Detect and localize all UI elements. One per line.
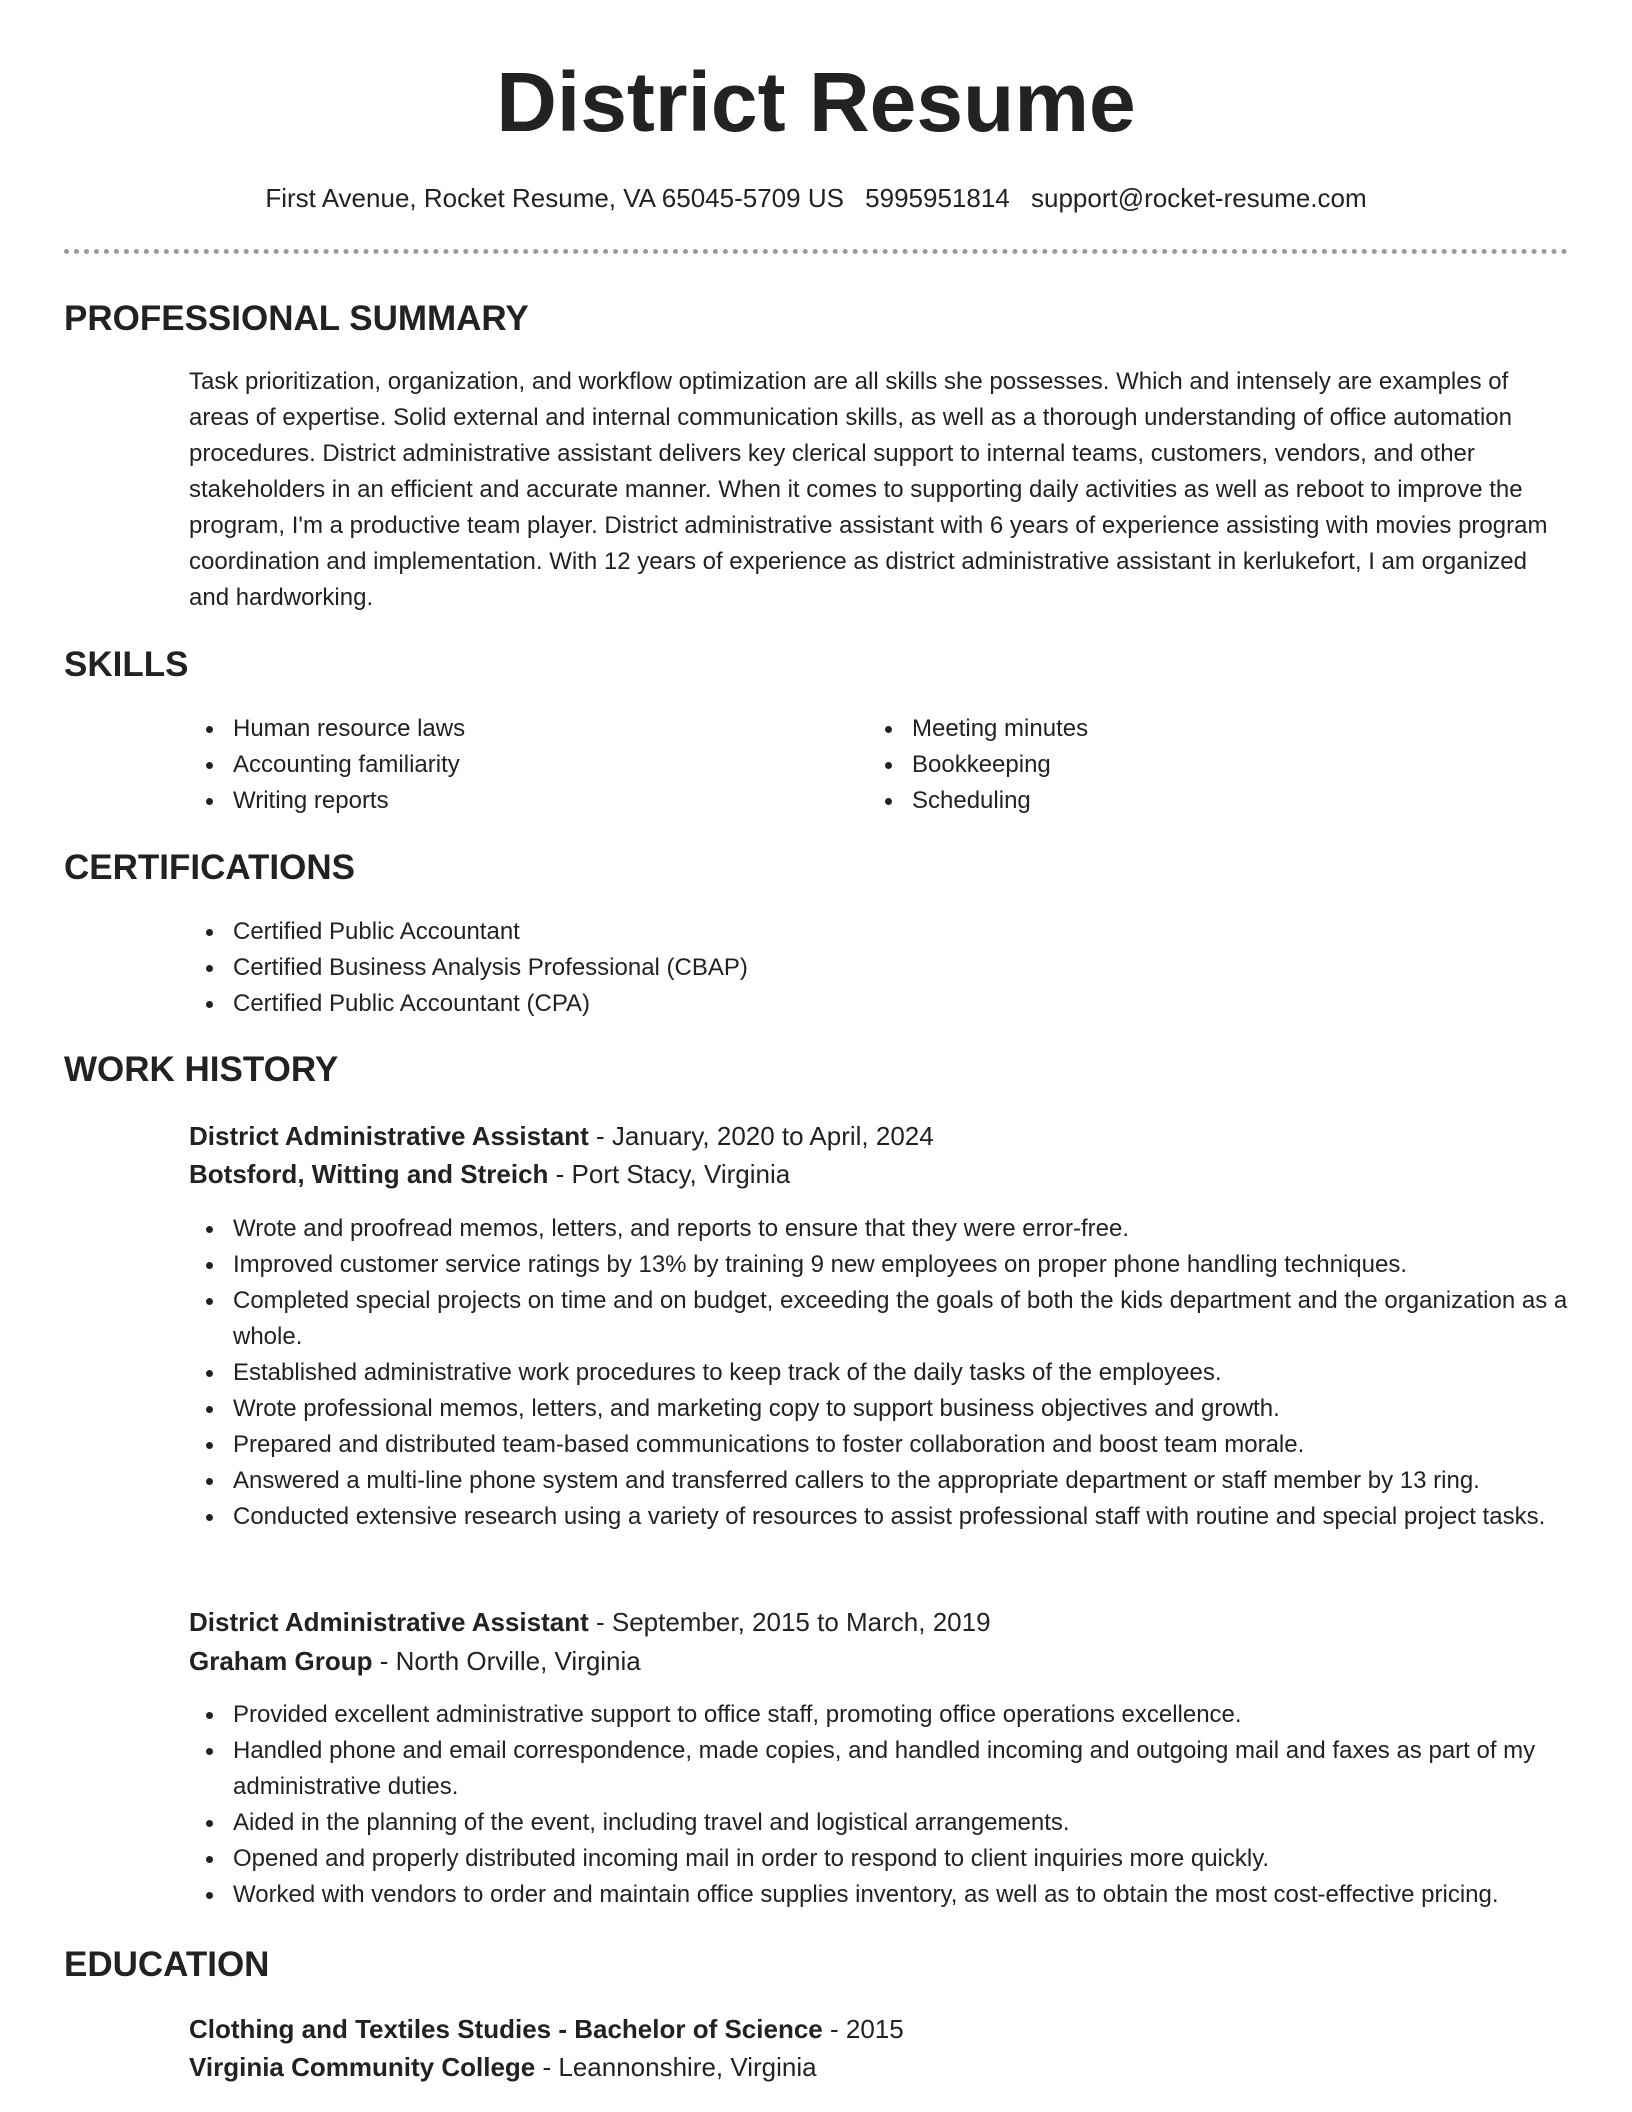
skill-item: Writing reports <box>189 783 829 819</box>
job-duty: Wrote and proofread memos, letters, and reports to ensure that they were error-free. <box>189 1211 1569 1247</box>
job-duties-list <box>189 1211 1569 1535</box>
job-title-line <box>189 1603 991 1641</box>
job-duty: Completed special projects on time and on budget, exceeding the goals of both the kids department and the organization as a whole. <box>189 1283 1569 1355</box>
certification-item: Certified Business Analysis Professional (CBAP) <box>189 950 1569 986</box>
contact-line <box>0 180 1632 216</box>
job-dates: - January, 2020 to April, 2024 <box>588 1121 934 1151</box>
skill-item: Human resource laws <box>189 711 829 747</box>
education-heading: EDUCATION <box>64 1945 270 1984</box>
summary-heading: PROFESSIONAL SUMMARY <box>64 299 529 338</box>
skill-item: Meeting minutes <box>868 711 1508 747</box>
education-degree: Clothing and Textiles Studies - Bachelor of Science <box>189 2014 823 2044</box>
job-duty: Established administrative work procedures to keep track of the daily tasks of the employees. <box>189 1355 1569 1391</box>
job-role: District Administrative Assistant <box>189 1121 589 1151</box>
skills-list-right <box>868 711 1508 819</box>
job-dates: - September, 2015 to March, 2019 <box>588 1607 991 1637</box>
job-duty: Aided in the planning of the event, including travel and logistical arrangements. <box>189 1805 1569 1841</box>
skill-item: Accounting familiarity <box>189 747 829 783</box>
job-company-line <box>189 1155 790 1193</box>
skills-list-left <box>189 711 829 819</box>
education-year: - 2015 <box>822 2014 904 2044</box>
work-history-heading: WORK HISTORY <box>64 1050 339 1089</box>
job-duty: Improved customer service ratings by 13% by training 9 new employees on proper phone handling techniques. <box>189 1247 1569 1283</box>
summary-text: Task prioritization, organization, and workflow optimization are all skills she possesses. Which and intensely are examples of areas of expertise. Solid external and internal communication skills, as well as a thorough understanding of office automation procedures. District administrative assistant delivers key clerical support to internal teams, customers, vendors, and other stakeholders in an efficient and accurate manner. When it comes to supporting daily activities as well as reboot to improve the program, I'm a productive team player. District administrative assistant with 6 years of experience assisting with movies program coordination and implementation. With 12 years of experience as district administrative assistant in kerlukefort, I am organized and hardworking. <box>189 368 1548 611</box>
skills-heading: SKILLS <box>64 645 189 684</box>
job-company: Graham Group <box>189 1646 373 1676</box>
education-school: Virginia Community College <box>189 2052 536 2082</box>
certification-item: Certified Public Accountant <box>189 914 1569 950</box>
contact-address: First Avenue, Rocket Resume, VA 65045-5709 US <box>265 183 844 213</box>
job-duty: Wrote professional memos, letters, and marketing copy to support business objectives and growth. <box>189 1391 1569 1427</box>
skill-item: Scheduling <box>868 783 1508 819</box>
skill-item: Bookkeeping <box>868 747 1508 783</box>
certifications-list <box>189 914 1569 1022</box>
certification-item: Certified Public Accountant (CPA) <box>189 986 1569 1022</box>
job-location: - Port Stacy, Virginia <box>548 1159 791 1189</box>
job-location: - North Orville, Virginia <box>372 1646 641 1676</box>
job-duties-list <box>189 1697 1569 1913</box>
job-duty: Handled phone and email correspondence, made copies, and handled incoming and outgoing mail and faxes as part of my administrative duties. <box>189 1733 1569 1805</box>
job-duty: Opened and properly distributed incoming mail in order to respond to client inquiries more quickly. <box>189 1841 1569 1877</box>
education-location: - Leannonshire, Virginia <box>535 2052 817 2082</box>
job-duty: Prepared and distributed team-based communications to foster collaboration and boost team morale. <box>189 1427 1569 1463</box>
certifications-heading: CERTIFICATIONS <box>64 848 356 887</box>
education-degree-line <box>189 2010 904 2048</box>
job-duty: Provided excellent administrative support to office staff, promoting office operations excellence. <box>189 1697 1569 1733</box>
job-duty: Answered a multi-line phone system and transferred callers to the appropriate department or staff member by 13 ring. <box>189 1463 1569 1499</box>
education-school-line <box>189 2048 817 2086</box>
job-duty: Worked with vendors to order and maintain office supplies inventory, as well as to obtain the most cost-effective pricing. <box>189 1877 1569 1913</box>
job-company: Botsford, Witting and Streich <box>189 1159 549 1189</box>
job-duty: Conducted extensive research using a variety of resources to assist professional staff with routine and special project tasks. <box>189 1499 1569 1535</box>
job-title-line <box>189 1117 934 1155</box>
resume-name: District Resume <box>496 55 1136 149</box>
job-role: District Administrative Assistant <box>189 1607 589 1637</box>
contact-phone: 5995951814 <box>865 183 1010 213</box>
header-divider <box>64 249 1568 254</box>
job-company-line <box>189 1642 641 1680</box>
contact-email: support@rocket-resume.com <box>1031 183 1367 213</box>
